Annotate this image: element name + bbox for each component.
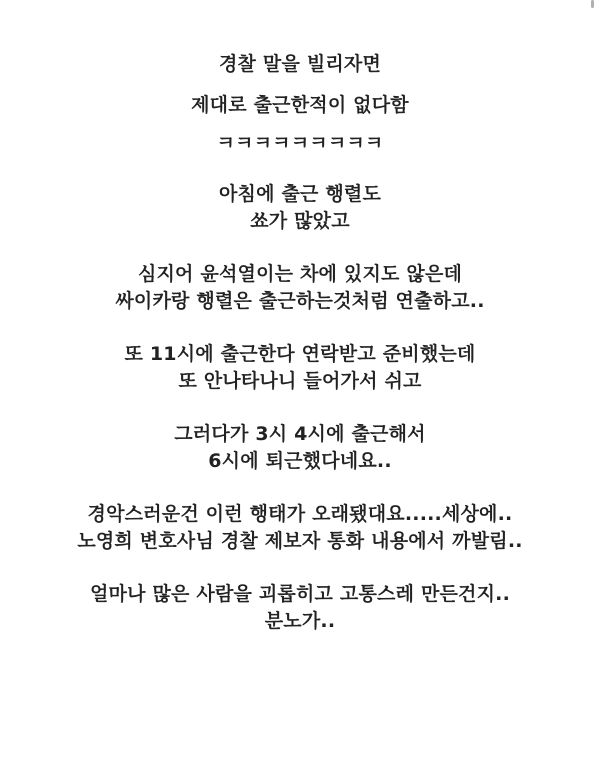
text-line: 얼마나 많은 사람을 괴롭히고 고통스레 만든건지.. [90, 583, 510, 605]
paragraph [0, 181, 600, 235]
paragraph [0, 501, 600, 555]
text-line: 심지어 윤석열이는 차에 있지도 않은데 [137, 263, 463, 285]
paragraph [0, 581, 600, 635]
text-line: 노영희 변호사님 경찰 제보자 통화 내용에서 까발림.. [77, 530, 523, 552]
paragraph [0, 421, 600, 475]
text-line: 경찰 말을 빌리자면 [218, 53, 382, 75]
paragraph [0, 341, 600, 395]
text-line: 그러다가 3시 4시에 출근해서 [174, 423, 426, 445]
text-line: 6시에 퇴근했다네요.. [208, 450, 392, 472]
paragraph [0, 91, 600, 119]
text-line: 또 안나타나니 들어가서 쉬고 [178, 370, 422, 392]
paragraph [0, 129, 600, 157]
text-line: 싸이카랑 행렬은 출근하는것처럼 연출하고.. [115, 290, 485, 312]
text-line: 아침에 출근 행렬도 [218, 183, 382, 205]
text-line: 또 11시에 출근한다 연락받고 준비했는데 [124, 343, 476, 365]
text-line: 제대로 출근한적이 없다함 [191, 94, 409, 116]
text-line: 경악스러운건 이런 행태가 오래됐대요.....세상에.. [87, 503, 513, 525]
post-body [0, 50, 600, 635]
text-line: 분노가.. [264, 610, 336, 632]
text-line: 쑈가 많았고 [250, 210, 350, 232]
paragraph [0, 50, 600, 78]
text-line: ㅋㅋㅋㅋㅋㅋㅋㅋㅋ [216, 132, 384, 154]
scrollbar-thumb[interactable] [591, 0, 594, 8]
paragraph [0, 261, 600, 315]
